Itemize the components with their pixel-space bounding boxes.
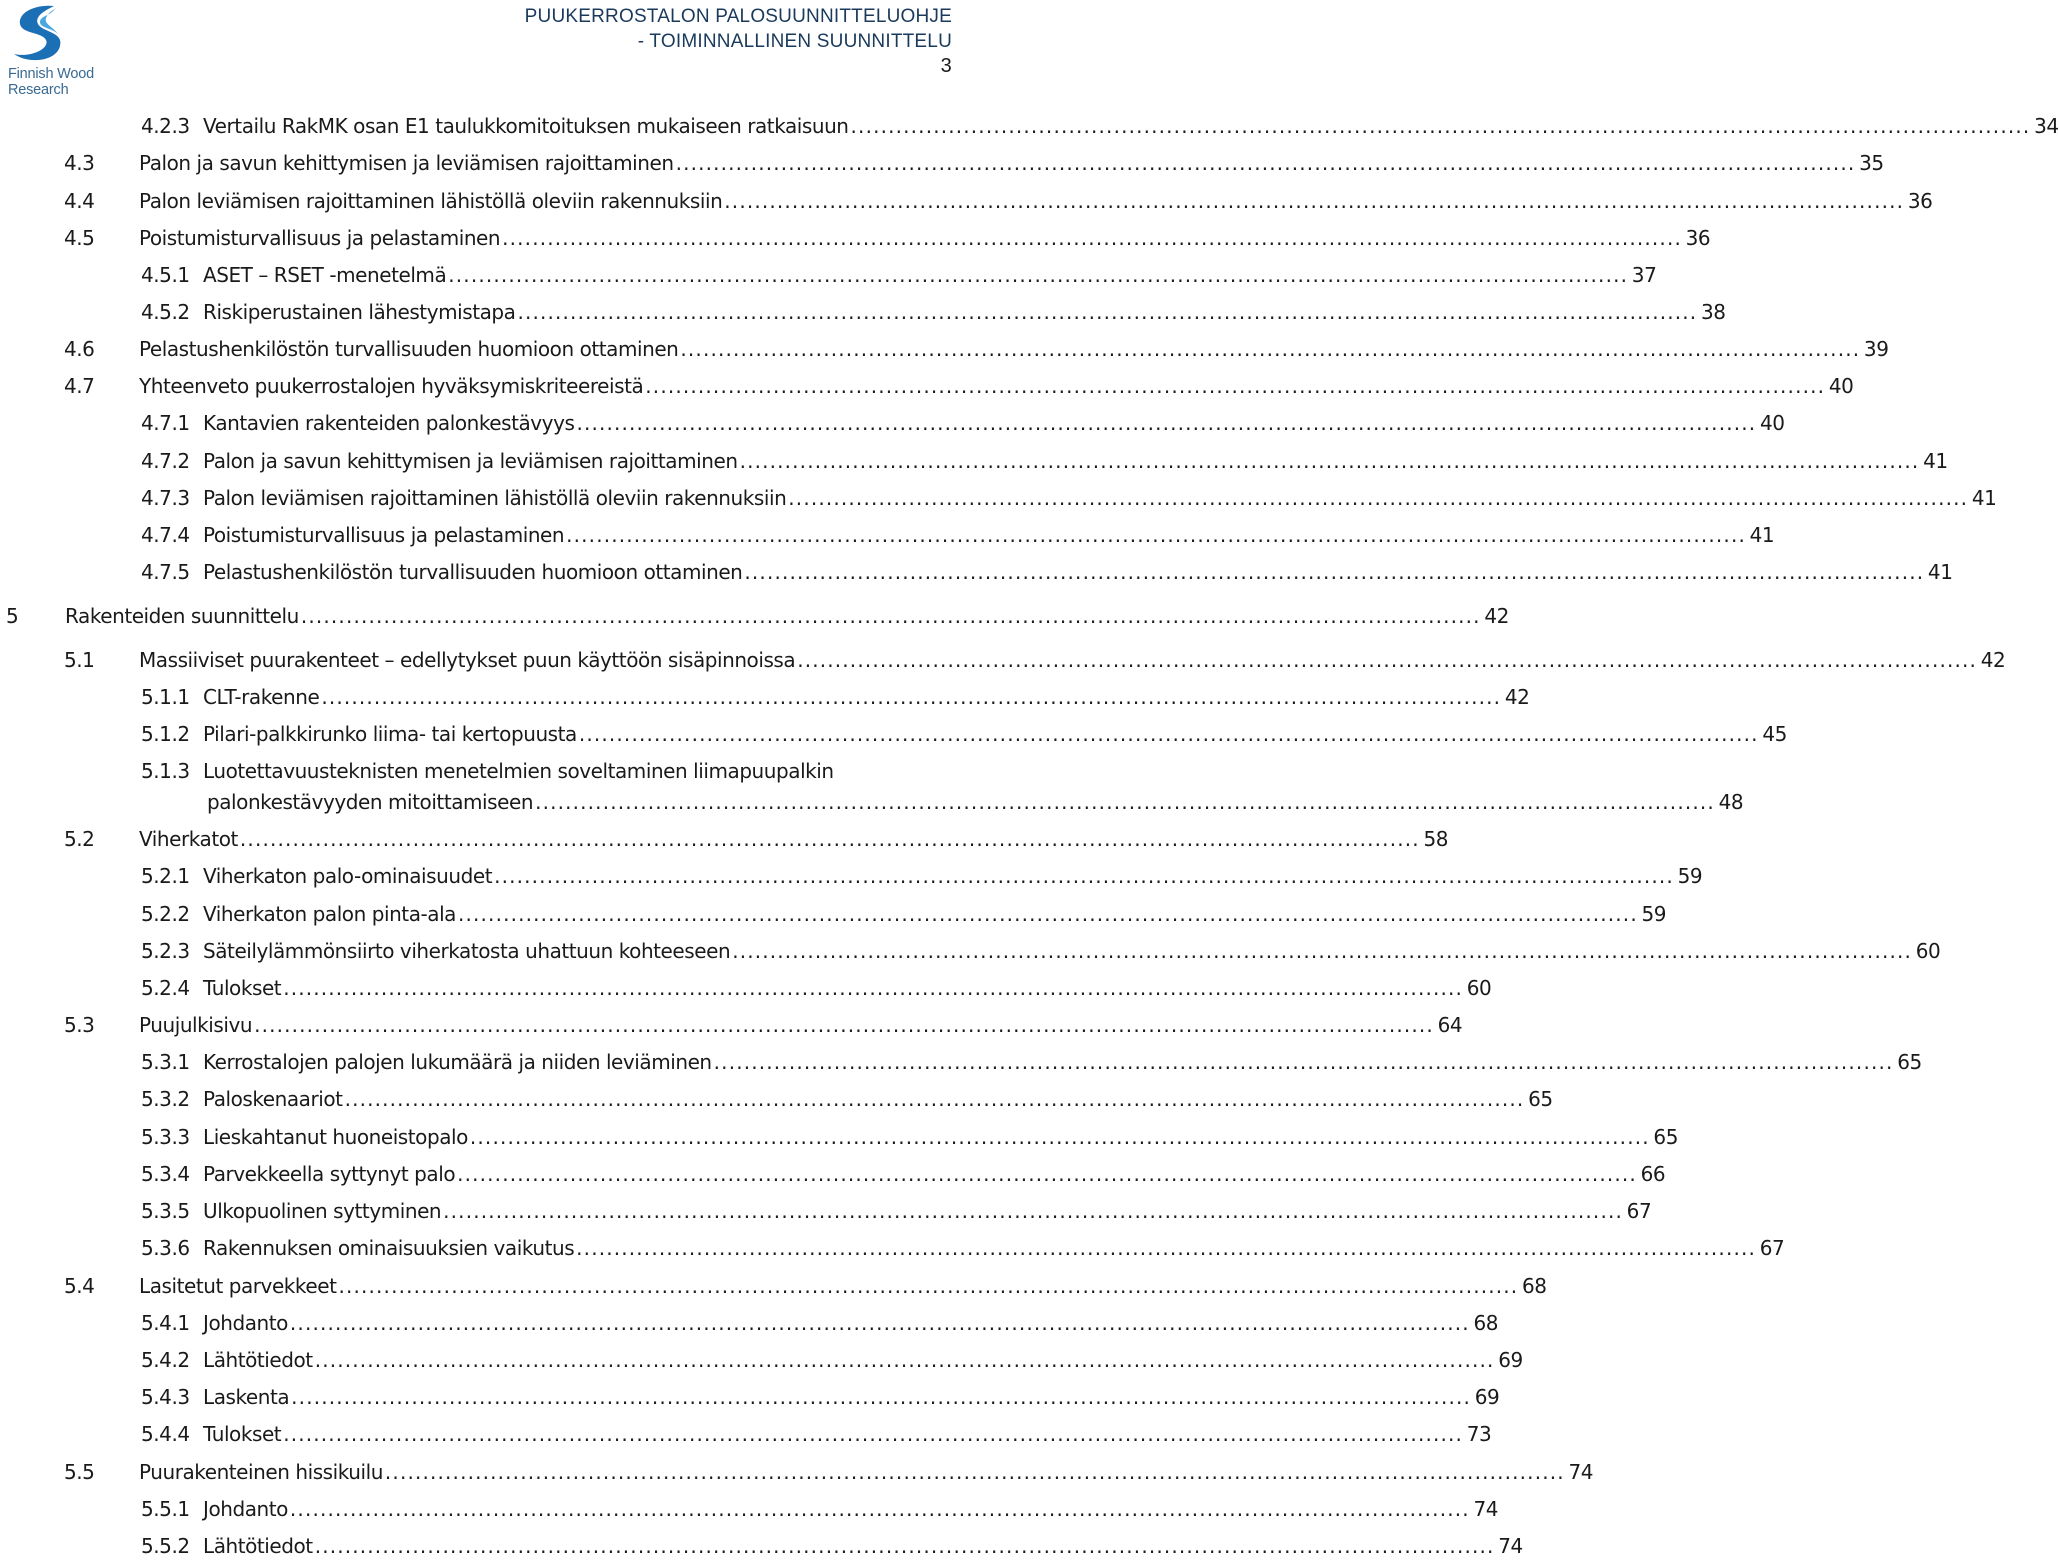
logo-mark-icon	[10, 2, 74, 66]
toc-entry[interactable]	[141, 111, 2059, 141]
toc-entry-title: Pilari-palkkirunko liima- tai kertopuusta	[203, 722, 577, 746]
toc-entry[interactable]	[64, 148, 1884, 178]
toc-leader-dots	[281, 1419, 1459, 1449]
toc-entry-title: Pelastushenkilöstön turvallisuuden huomioon ottaminen	[203, 560, 743, 584]
toc-entry-number: 5.3.6	[141, 1236, 190, 1260]
toc-entry-number: 4.4	[64, 189, 95, 213]
toc-entry-number: 5.3.5	[141, 1199, 190, 1223]
toc-entry-page: 41	[1923, 449, 1948, 473]
toc-entry-page: 41	[1927, 560, 1953, 584]
toc-leader-dots	[343, 1084, 1521, 1114]
toc-entry[interactable]	[141, 260, 1657, 290]
toc-entry-number: 5.5.2	[141, 1534, 190, 1558]
toc-entry[interactable]	[64, 223, 1711, 253]
toc-entry-page: 74	[1568, 1460, 1593, 1484]
toc-entry-title: Viherkaton palo-ominaisuudet	[203, 864, 493, 888]
toc-entry-title: Puujulkisivu	[139, 1013, 253, 1037]
toc-entry[interactable]	[141, 899, 1667, 929]
toc-entry-number: 5.5.1	[141, 1497, 190, 1521]
toc-entry-page: 74	[1498, 1534, 1523, 1558]
toc-entry[interactable]	[64, 186, 1933, 216]
toc-entry-page: 59	[1677, 864, 1703, 888]
toc-entry[interactable]	[141, 861, 1703, 891]
toc-entry-title: Massiiviset puurakenteet – edellytykset puun käyttöön sisäpinnoissa	[139, 648, 796, 672]
toc-entry[interactable]	[141, 1233, 1785, 1263]
toc-entry-page: 40	[1759, 411, 1785, 435]
toc-entry-title: ASET – RSET -menetelmä	[203, 263, 447, 287]
toc-entry-title: Yhteenveto puukerrostalojen hyväksymiskriteereistä	[139, 374, 644, 398]
toc-entry-title: Laskenta	[203, 1385, 290, 1409]
toc-entry-number: 5.2.3	[141, 939, 190, 963]
toc-entry-page: 68	[1473, 1311, 1498, 1335]
toc-entry-page: 69	[1498, 1348, 1523, 1372]
toc-entry-number: 4.2.3	[141, 114, 190, 138]
toc-entry-page: 67	[1626, 1199, 1652, 1223]
toc-entry[interactable]	[141, 1047, 1922, 1077]
toc-entry-title: Puurakenteinen hissikuilu	[139, 1460, 383, 1484]
toc-entry-page: 41	[1971, 486, 1997, 510]
logo-text-line-2: Research	[8, 82, 69, 98]
toc-entry-page: 42	[1484, 604, 1509, 628]
toc-entry[interactable]	[141, 1419, 1492, 1449]
toc-entry[interactable]	[141, 756, 960, 786]
toc-entry-page: 60	[1915, 939, 1941, 963]
toc-entry-title: Palon leviämisen rajoittaminen lähistöllä oleviin rakennuksiin	[203, 486, 787, 510]
toc-entry[interactable]	[64, 1010, 1463, 1040]
toc-leader-dots	[336, 1271, 1514, 1301]
toc-entry[interactable]	[141, 936, 1941, 966]
toc-leader-dots	[446, 260, 1624, 290]
toc-leader-dots	[730, 936, 1908, 966]
toc-leader-dots	[288, 1308, 1466, 1338]
toc-entry-title: Palon leviämisen rajoittaminen lähistöllä oleviin rakennuksiin	[139, 189, 723, 213]
toc-entry-number: 5.1	[64, 648, 95, 672]
toc-entry-title: Poistumisturvallisuus ja pelastaminen	[139, 226, 501, 250]
toc-entry-title: Rakennuksen ominaisuuksien vaikutus	[203, 1236, 575, 1260]
toc-entry-number: 5.2.1	[141, 864, 190, 888]
toc-entry-number: 5.5	[64, 1460, 95, 1484]
toc-entry-page: 65	[1528, 1087, 1553, 1111]
toc-entry-title: Säteilylämmönsiirto viherkatosta uhattuun kohteeseen	[203, 939, 731, 963]
toc-entry-number: 5.4.1	[141, 1311, 190, 1335]
toc-entry-title: Lähtötiedot	[203, 1348, 313, 1372]
toc-leader-dots	[441, 1196, 1619, 1226]
toc-entry-page: 74	[1473, 1497, 1498, 1521]
toc-leader-dots	[289, 1382, 1467, 1412]
toc-entry-number: 5.1.1	[141, 685, 190, 709]
toc-entry-page: 73	[1466, 1422, 1492, 1446]
toc-entry-number: 4.7.4	[141, 523, 190, 547]
toc-entry-page: 36	[1685, 226, 1711, 250]
finnish-wood-research-logo	[4, 2, 100, 98]
toc-entry-title: CLT-rakenne	[203, 685, 320, 709]
toc-entry[interactable]	[141, 1308, 1498, 1338]
toc-entry-title: Kerrostalojen palojen lukumäärä ja niiden leviäminen	[203, 1050, 712, 1074]
toc-entry-page: 36	[1907, 189, 1933, 213]
toc-entry-title: Riskiperustainen lähestymistapa	[203, 300, 516, 324]
toc-entry-number: 5.4	[64, 1274, 95, 1298]
toc-leader-dots	[238, 824, 1416, 854]
toc-entry[interactable]	[64, 824, 1448, 854]
toc-leader-dots	[795, 645, 1973, 675]
toc-leader-dots	[319, 682, 1497, 712]
toc-leader-dots	[515, 297, 1693, 327]
toc-entry-title: Parvekkeella syttynyt palo	[203, 1162, 456, 1186]
toc-entry-number: 5.3.3	[141, 1125, 190, 1149]
toc-leader-dots	[738, 446, 1916, 476]
toc-entry-continuation[interactable]	[207, 787, 1744, 817]
toc-entry-number: 5.2.2	[141, 902, 190, 926]
toc-leader-dots	[500, 223, 1678, 253]
toc-entry[interactable]	[64, 1457, 1593, 1487]
toc-leader-dots	[564, 520, 1742, 550]
toc-entry-title: Paloskenaariot	[203, 1087, 343, 1111]
toc-entry[interactable]	[141, 483, 1997, 513]
toc-entry[interactable]	[141, 682, 1530, 712]
toc-leader-dots	[674, 148, 1852, 178]
toc-entry-page: 69	[1474, 1385, 1500, 1409]
toc-entry-title: Lieskahtanut huoneistopalo	[203, 1125, 468, 1149]
toc-entry-title: Tulokset	[203, 976, 282, 1000]
toc-entry-page: 42	[1980, 648, 2006, 672]
toc-entry[interactable]	[141, 1196, 1652, 1226]
toc-entry-number: 4.7.1	[141, 411, 190, 435]
toc-entry[interactable]	[64, 334, 1889, 364]
toc-entry-title: Lähtötiedot	[203, 1534, 313, 1558]
toc-entry[interactable]	[141, 1084, 1553, 1114]
toc-leader-dots	[643, 371, 1821, 401]
toc-entry-page: 60	[1466, 976, 1492, 1000]
toc-entry-number: 4.3	[64, 151, 95, 175]
document-title-line-2: - TOIMINNALLINEN SUUNNITTELU	[637, 31, 952, 52]
toc-entry-title-continued: palonkestävyyden mitoittamiseen	[207, 790, 534, 814]
toc-entry-number: 5.3.2	[141, 1087, 190, 1111]
toc-entry-page: 42	[1504, 685, 1530, 709]
toc-leader-dots	[468, 1122, 1646, 1152]
toc-leader-dots	[742, 557, 1920, 587]
toc-entry-number: 5.4.2	[141, 1348, 190, 1372]
toc-entry-number: 5.2.4	[141, 976, 190, 1000]
toc-entry[interactable]	[64, 645, 2006, 675]
toc-entry-number: 4.5	[64, 226, 95, 250]
toc-leader-dots	[313, 1531, 1491, 1561]
toc-leader-dots	[455, 1159, 1633, 1189]
toc-entry-page: 64	[1437, 1013, 1463, 1037]
toc-entry-number: 5.1.2	[141, 722, 190, 746]
toc-entry-title: Viherkatot	[139, 827, 238, 851]
toc-entry-title: Ulkopuolinen syttyminen	[203, 1199, 442, 1223]
toc-leader-dots	[492, 861, 1670, 891]
toc-entry-title: Rakenteiden suunnittelu	[65, 604, 299, 628]
toc-entry-title: Viherkaton palon pinta-ala	[203, 902, 456, 926]
toc-entry-number: 4.7.5	[141, 560, 190, 584]
toc-entry[interactable]	[141, 719, 1787, 749]
toc-entry-number: 5	[6, 604, 19, 628]
toc-entry-number: 4.5.2	[141, 300, 190, 324]
toc-entry[interactable]	[141, 1122, 1678, 1152]
toc-entry-number: 5.2	[64, 827, 95, 851]
toc-entry-page: 34	[2034, 114, 2059, 138]
toc-entry-number: 4.7.2	[141, 449, 190, 473]
toc-entry[interactable]	[141, 446, 1948, 476]
toc-entry[interactable]	[64, 1271, 1547, 1301]
logo-text-line-1: Finnish Wood	[8, 66, 94, 82]
toc-entry[interactable]	[141, 1382, 1500, 1412]
toc-entry-number: 5.1.3	[141, 759, 190, 783]
document-title-line-1: PUUKERROSTALON PALOSUUNNITTELUOHJE	[524, 6, 952, 27]
toc-entry-page: 39	[1863, 337, 1889, 361]
toc-leader-dots	[299, 601, 1477, 631]
toc-entry-number: 4.7.3	[141, 486, 190, 510]
toc-entry-title: Kantavien rakenteiden palonkestävyys	[203, 411, 575, 435]
toc-leader-dots	[281, 973, 1459, 1003]
toc-leader-dots	[383, 1457, 1561, 1487]
toc-entry-number: 5.4.3	[141, 1385, 190, 1409]
toc-entry-title: Palon ja savun kehittymisen ja leviämisen rajoittaminen	[203, 449, 738, 473]
toc-leader-dots	[786, 483, 1964, 513]
toc-entry-number: 4.7	[64, 374, 95, 398]
toc-entry-title: Vertailu RakMK osan E1 taulukkomitoituksen mukaiseen ratkaisuun	[203, 114, 849, 138]
toc-entry-page: 37	[1631, 263, 1657, 287]
toc-leader-dots	[533, 787, 1711, 817]
toc-entry-title: Poistumisturvallisuus ja pelastaminen	[203, 523, 565, 547]
toc-entry[interactable]	[6, 601, 1509, 631]
toc-leader-dots	[574, 1233, 1752, 1263]
toc-entry-page: 38	[1700, 300, 1726, 324]
toc-leader-dots	[288, 1494, 1466, 1524]
toc-entry-number: 4.5.1	[141, 263, 190, 287]
toc-entry-page: 67	[1759, 1236, 1785, 1260]
toc-entry[interactable]	[64, 371, 1854, 401]
toc-entry-number: 4.6	[64, 337, 95, 361]
toc-entry-page: 66	[1640, 1162, 1666, 1186]
toc-entry-page: 68	[1521, 1274, 1547, 1298]
toc-entry-page: 45	[1762, 722, 1787, 746]
toc-entry-page: 40	[1828, 374, 1854, 398]
toc-entry-title: Pelastushenkilöstön turvallisuuden huomioon ottaminen	[139, 337, 679, 361]
toc-entry-page: 48	[1718, 790, 1744, 814]
toc-entry-page: 35	[1859, 151, 1884, 175]
toc-entry[interactable]	[141, 557, 1953, 587]
toc-entry-title: Lasitetut parvekkeet	[139, 1274, 337, 1298]
toc-entry-number: 5.4.4	[141, 1422, 190, 1446]
toc-entry-title: Tulokset	[203, 1422, 282, 1446]
toc-leader-dots	[722, 186, 1900, 216]
page-number: 3	[940, 55, 952, 77]
running-header	[525, 4, 952, 79]
toc-entry-number: 5.3	[64, 1013, 95, 1037]
toc-entry-number: 5.3.1	[141, 1050, 190, 1074]
toc-leader-dots	[252, 1010, 1430, 1040]
toc-leader-dots	[456, 899, 1634, 929]
toc-leader-dots	[313, 1345, 1491, 1375]
toc-entry[interactable]	[141, 1159, 1666, 1189]
toc-entry[interactable]	[141, 520, 1775, 550]
toc-entry[interactable]	[141, 1494, 1498, 1524]
toc-entry-title: Luotettavuusteknisten menetelmien soveltaminen liimapuupalkin	[203, 759, 834, 783]
toc-entry[interactable]	[141, 973, 1492, 1003]
toc-entry-page: 65	[1653, 1125, 1678, 1149]
toc-leader-dots	[574, 408, 1752, 438]
toc-entry-page: 59	[1641, 902, 1667, 926]
toc-entry-page: 65	[1897, 1050, 1922, 1074]
toc-leader-dots	[678, 334, 1856, 364]
toc-leader-dots	[712, 1047, 1890, 1077]
toc-entry[interactable]	[141, 1531, 1523, 1561]
toc-entry-title: Johdanto	[203, 1497, 288, 1521]
toc-entry-number: 5.3.4	[141, 1162, 190, 1186]
toc-entry-title: Palon ja savun kehittymisen ja leviämisen rajoittaminen	[139, 151, 674, 175]
toc-entry[interactable]	[141, 408, 1785, 438]
toc-entry[interactable]	[141, 297, 1726, 327]
toc-entry-page: 58	[1423, 827, 1448, 851]
toc-leader-dots	[849, 111, 2027, 141]
toc-entry-title: Johdanto	[203, 1311, 288, 1335]
toc-entry[interactable]	[141, 1345, 1523, 1375]
toc-entry-page: 41	[1749, 523, 1775, 547]
toc-leader-dots	[577, 719, 1755, 749]
